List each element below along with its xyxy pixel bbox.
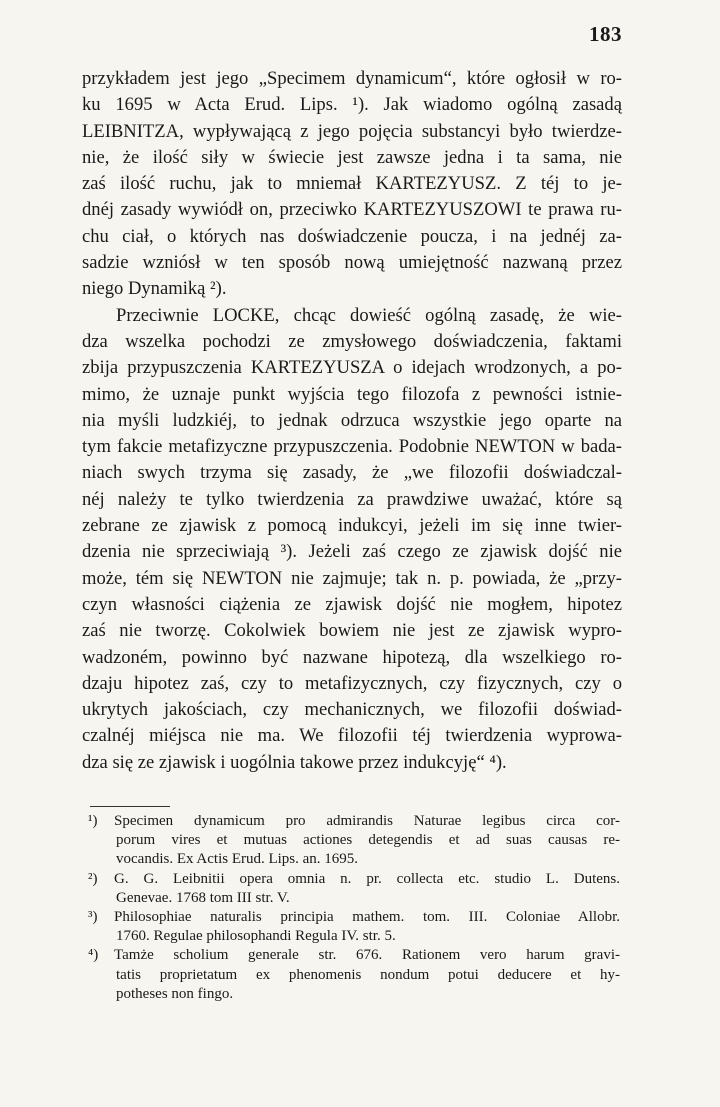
footnote-text: vocandis. Ex Actis Erud. Lips. an. 1695. — [116, 851, 359, 868]
text-line: nia myśli ludzkiéj, to jednak odrzuca wszystkie jego oparte na — [82, 409, 622, 431]
text-line: dzaju hipotez zaś, czy to metafizycznych, czy fizycznych, czy o — [82, 672, 622, 694]
text-line: czyn własności ciążenia ze zjawisk dojść nie mogłem, hipotez — [82, 593, 622, 615]
text-line: dzenia nie sprzeciwiają ³). Jeżeli zaś czego ze zjawisk dojść nie — [82, 541, 622, 563]
text-line: sadzie wzniósł w ten sposób nową umiejętność nazwaną przez — [82, 252, 622, 274]
footnote-1 — [88, 812, 620, 831]
footnote-divider — [90, 806, 170, 807]
text-line: niego Dynamiką ²). — [82, 278, 227, 300]
text-line: mimo, że uznaje punkt wyjścia tego filozofa z pewności istnie- — [82, 383, 622, 405]
footnote-text: Philosophiae naturalis principia mathem. tom. III. Coloniae Allobr. — [114, 908, 620, 925]
text-line: wadzoném, powinno być nazwane hipotezą, dla wszelkiego ro- — [82, 646, 622, 668]
footnote-text: G. G. Leibnitii opera omnia n. pr. collecta etc. studio L. Dutens. — [114, 870, 620, 887]
text-line: niach swych trzyma się zasady, że „we filozofii doświadczal- — [82, 462, 622, 484]
main-text-body — [82, 66, 622, 776]
text-line: ukrytych jakościach, czy mechanicznych, we filozofii doświad- — [82, 699, 622, 721]
text-line: przykładem jest jego „Specimem dynamicum“, które ogłosił w ro- — [82, 68, 622, 89]
text-line: dza się ze zjawisk i uogólnia takowe przez indukcyję“ ⁴). — [82, 751, 507, 773]
footnote-text: tatis proprietatum ex phenomenis nondum potui deducere et hy- — [116, 966, 620, 983]
text-line: zbija przypuszczenia KARTEZYUSZA o idejach wrodzonych, a po- — [82, 357, 622, 379]
text-line: nie, że ilość siły w świecie jest zawsze jedna i ta sama, nie — [82, 146, 622, 168]
text-line: LEIBNITZA, wypływającą z jego pojęcia substancyi było twierdze- — [82, 120, 622, 142]
footnote-text: potheses non fingo. — [116, 985, 234, 1002]
footnote-text: Specimen dynamicum pro admirandis Naturae legibus circa cor- — [114, 813, 620, 829]
footnote-text: 1760. Regulae philosophandi Regula IV. str. 5. — [116, 928, 396, 945]
text-line: może, tém się NEWTON nie zajmuje; tak n. p. powiada, że „przy- — [82, 567, 622, 589]
page-number: 183 — [589, 22, 622, 46]
footnote-text: Genevae. 1768 tom III str. V. — [116, 889, 290, 906]
footnote-2 — [88, 870, 620, 889]
text-line: dnéj zasady wywiódł on, przeciwko KARTEZYUSZOWI te prawa ru- — [82, 199, 622, 221]
text-line: zaś nie tworzę. Cokolwiek bowiem nie jest ze zjawisk wypro- — [82, 620, 622, 642]
text-line: ku 1695 w Acta Erud. Lips. ¹). Jak wiadomo ogólną zasadą — [82, 94, 622, 116]
footnote-mark: ⁴) — [88, 947, 99, 964]
text-line: zaś ilość ruchu, jak to mniemał KARTEZYUSZ. Z téj to je- — [82, 173, 622, 195]
footnote-mark: ¹) — [88, 813, 98, 829]
text-line: néj należy te tylko twierdzenia za prawdziwe uważać, które są — [82, 488, 622, 510]
text-line: chu ciał, o których nas doświadczenie poucza, i na jednéj za- — [82, 225, 622, 247]
footnote-3 — [88, 908, 620, 927]
footnote-mark: ²) — [88, 870, 98, 887]
footnote-4 — [88, 946, 620, 965]
text-line: dza wszelka pochodzi ze zmysłowego doświadczenia, faktami — [82, 330, 622, 352]
footnote-mark: ³) — [88, 908, 98, 925]
text-line: czalnéj miéjsca nie ma. We filozofii téj twierdzenia wyprowa- — [82, 725, 622, 747]
text-line: tym fakcie metafizyczne przypuszczenia. Podobnie NEWTON w bada- — [82, 436, 622, 458]
text-line: zebrane ze zjawisk z pomocą indukcyi, jeżeli im się inne twier- — [82, 515, 622, 537]
footnote-text: porum vires et mutuas actiones detegendis et ad suas causas re- — [116, 832, 620, 849]
footnotes — [88, 812, 620, 1004]
footnote-text: Tamże scholium generale str. 676. Rationem vero harum gravi- — [114, 947, 620, 964]
text-line: Przeciwnie LOCKE, chcąc dowieść ogólną zasadę, że wie- — [116, 304, 622, 326]
